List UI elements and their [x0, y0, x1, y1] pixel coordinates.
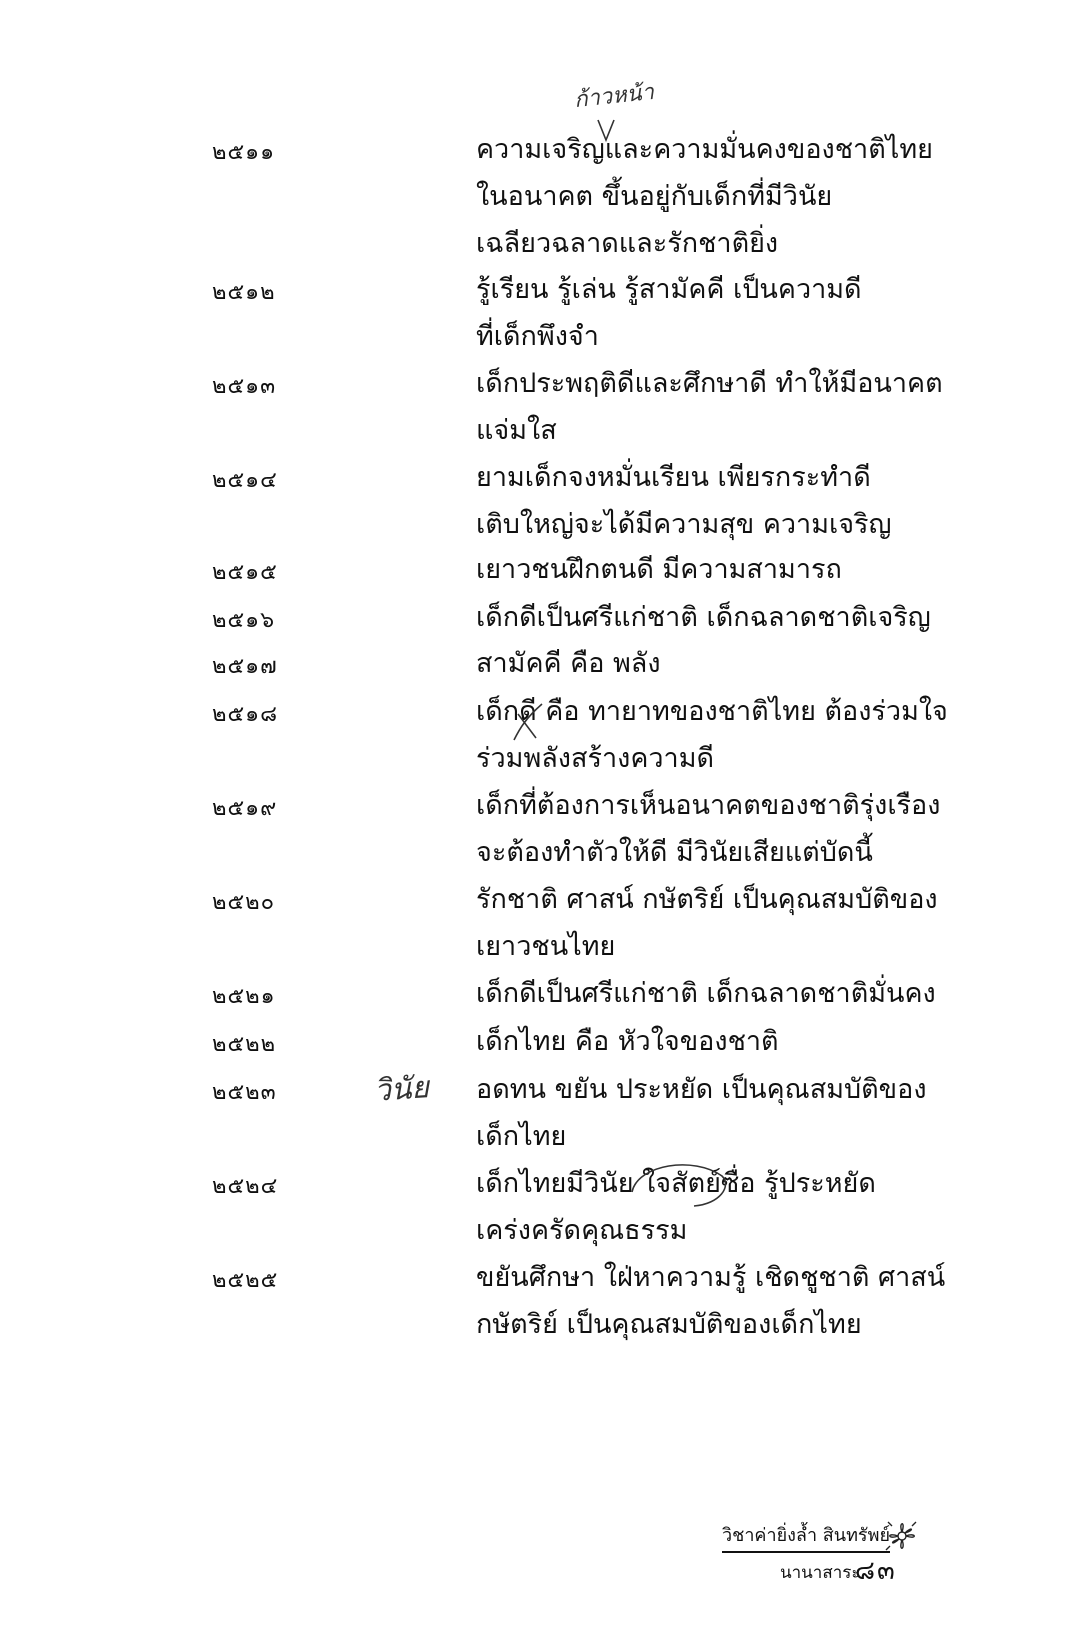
- slogan-line: เด็กไทย: [476, 1121, 567, 1152]
- slogan-line: เด็กดีเป็นศรีแก่ชาติ เด็กฉลาดชาติมั่นคง: [476, 978, 936, 1009]
- year-label: ๒๕๒๕: [212, 1268, 279, 1293]
- slogan-line: เด็กไทยมีวินัย ใจสัตย์ซื่อ รู้ประหยัด: [476, 1168, 876, 1199]
- year-label: ๒๕๑๓: [212, 374, 277, 399]
- circle-mark-icon: [624, 1152, 734, 1214]
- slogan-line: เด็กประพฤติดีและศึกษาดี ทำให้มีอนาคต: [476, 368, 943, 399]
- slogan-line: เยาวชนฝึกตนดี มีความสามารถ: [476, 554, 842, 585]
- caret-mark-icon: [596, 118, 616, 144]
- slogan-line: เคร่งครัดคุณธรรม: [476, 1215, 688, 1246]
- year-label: ๒๕๑๘: [212, 702, 279, 727]
- slogan-line: รู้เรียน รู้เล่น รู้สามัคคี เป็นความดี: [476, 274, 862, 305]
- slogan-line: ความเจริญและความมั่นคงของชาติไทย: [476, 134, 933, 165]
- slogan-line: เด็กดี คือ ทายาทของชาติไทย ต้องร่วมใจ: [476, 696, 948, 727]
- footer-title: วิชาค่ายิ่งล้ำ สินทรัพย์: [722, 1524, 890, 1553]
- slogan-line: แจ่มใส: [476, 415, 557, 446]
- slogan-line: ขยันศึกษา ใฝ่หาความรู้ เชิดชูชาติ ศาสน์: [476, 1262, 946, 1293]
- year-label: ๒๕๑๖: [212, 608, 276, 633]
- slogan-line: ยามเด็กจงหมั่นเรียน เพียรกระทำดี: [476, 462, 871, 493]
- year-label: ๒๕๑๒: [212, 280, 276, 305]
- slogan-line: สามัคคี คือ พลัง: [476, 648, 661, 679]
- strike-mark-icon: [506, 700, 546, 746]
- year-label: ๒๕๒๓: [212, 1080, 277, 1105]
- slogan-line: รักชาติ ศาสน์ กษัตริย์ เป็นคุณสมบัติของ: [476, 884, 938, 915]
- year-label: ๒๕๒๐: [212, 890, 276, 915]
- year-label: ๒๕๒๔: [212, 1174, 279, 1199]
- slogan-line: ในอนาคต ขึ้นอยู่กับเด็กที่มีวินัย: [476, 181, 833, 212]
- slogan-line: เยาวชนไทย: [476, 931, 616, 962]
- slogan-line: เด็กที่ต้องการเห็นอนาคตของชาติรุ่งเรือง: [476, 790, 941, 821]
- handwritten-top-note: ก้าวหน้า: [573, 79, 656, 114]
- slogan-line: เติบใหญ่จะได้มีความสุข ความเจริญ: [476, 509, 892, 540]
- flower-logo-icon: [880, 1516, 924, 1556]
- year-label: ๒๕๒๒: [212, 1032, 277, 1057]
- slogan-line: อดทน ขยัน ประหยัด เป็นคุณสมบัติของ: [476, 1074, 927, 1105]
- slogan-line: กษัตริย์ เป็นคุณสมบัติของเด็กไทย: [476, 1309, 862, 1340]
- year-label: ๒๕๑๕: [212, 560, 278, 585]
- year-label: ๒๕๑๙: [212, 796, 278, 821]
- footer-subtitle: นานาสาระ: [780, 1563, 861, 1583]
- year-label: ๒๕๑๑: [212, 140, 276, 165]
- slogan-line: เด็กดีเป็นศรีแก่ชาติ เด็กฉลาดชาติเจริญ: [476, 602, 931, 633]
- page-number: ๘๓: [855, 1556, 897, 1586]
- year-label: ๒๕๑๗: [212, 654, 278, 679]
- slogan-line: เด็กไทย คือ หัวใจของชาติ: [476, 1026, 779, 1057]
- slogan-line: เฉลียวฉลาดและรักชาติยิ่ง: [476, 228, 779, 259]
- handwritten-margin-note: วินัย: [372, 1070, 431, 1109]
- slogan-line: จะต้องทำตัวให้ดี มีวินัยเสียแต่บัดนี้: [476, 837, 873, 868]
- year-label: ๒๕๑๔: [212, 468, 278, 493]
- slogan-line: ร่วมพลังสร้างความดี: [476, 743, 715, 774]
- slogan-line: ที่เด็กพึงจำ: [476, 321, 599, 352]
- year-label: ๒๕๒๑: [212, 984, 276, 1009]
